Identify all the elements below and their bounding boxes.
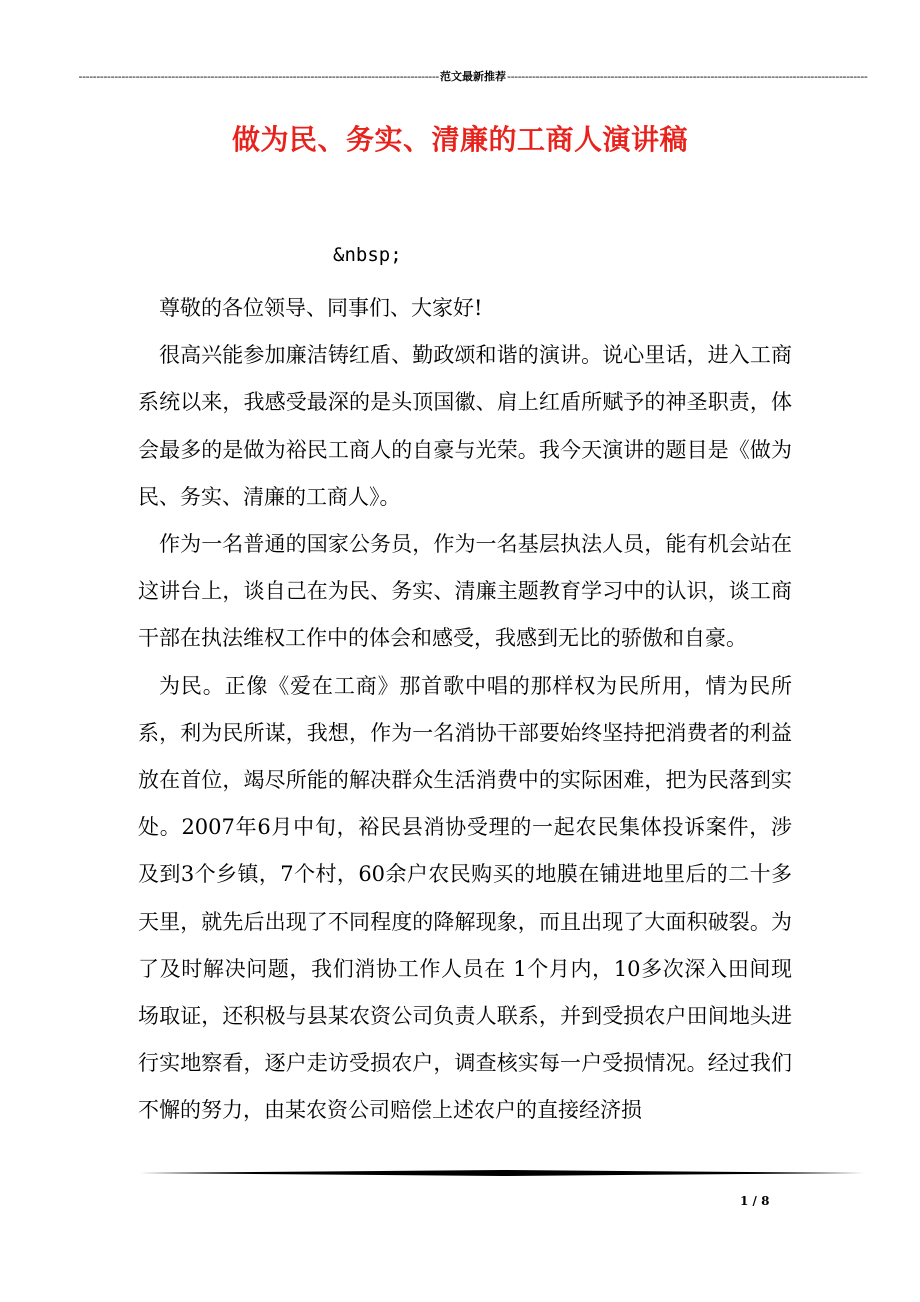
document-body (138, 285, 792, 1135)
paragraph-identity: 作为一名普通的国家公务员，作为一名基层执法人员，能有机会站在这讲台上，谈自己在为民、务实、清廉主题教育学习中的认识，谈工商干部在执法维权工作中的体会和感受，我感到无比的骄傲和自豪。 (138, 532, 792, 651)
header-rule-left: ----------------------------------------------------------------------------------------------------- (78, 70, 439, 83)
footer-rule (140, 1170, 864, 1176)
header-rule-right: ----------------------------------------------------------------------------------------------------- (507, 70, 868, 83)
document-title: 做为民、务实、清廉的工商人演讲稿 (231, 123, 688, 156)
header-label: 范文最新推荐 (440, 70, 506, 83)
paragraph-serve-people: 为民。正像《爱在工商》那首歌中唱的那样权为民所用，情为民所系，利为民所谋，我想，作为一名消协干部要始终坚持把消费者的利益放在首位，竭尽所能的解决群众生活消费中的实际困难，把为民落到实处。2007年6月中旬，裕民县消协受理的一起农民集体投诉案件，涉及到3个乡镇，7个村，60余户农民购买的地膜在铺进地里后的二十多天里，就先后出现了不同程度的降解现象，而且出现了大面积破裂。为了及时解决问题，我们消协工作人员在 1个月内，10多次深入田间现场取证，还积极与县某农资公司负责人联系，并到受损农户田间地头进行实地察看，逐户走访受损农户，调查核实每一户受损情况。经过我们不懈的努力，由某农资公司赔偿上述农户的直接经济损 (138, 673, 792, 1123)
page-header (78, 68, 868, 86)
nbsp-artifact: &nbsp; (333, 244, 402, 266)
salutation: 尊敬的各位领导、同事们、大家好! (159, 296, 483, 320)
paragraph-intro: 很高兴能参加廉洁铸红盾、勤政颂和谐的演讲。说心里话，进入工商系统以来，我感受最深的是头顶国徽、肩上红盾所赋予的神圣职责，体会最多的是做为裕民工商人的自豪与光荣。我今天演讲的题目是《做为民、务实、清廉的工商人》。 (138, 343, 792, 509)
page-number: 1 / 8 (740, 1194, 770, 1208)
